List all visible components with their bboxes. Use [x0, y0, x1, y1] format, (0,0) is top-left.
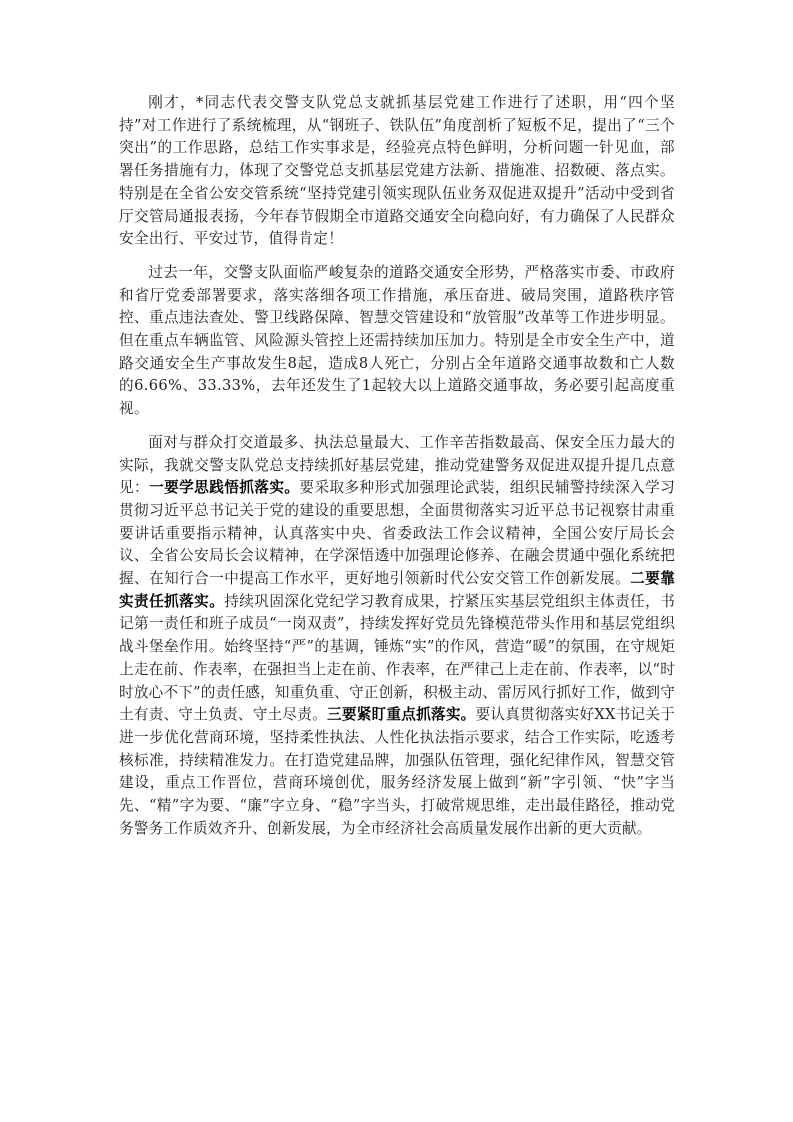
point-1-text: 要采取多种形式加强理论武装，组织民辅警持续深入学习贯彻习近平总书记关于党的建设的重要思想，全面贯彻落实习近平总书记视察甘肃重要讲话重要指示精神，认真落实中央、省委政法工作会议精神，全国公安厅局长会议、全省公安局长会议精神，在学深悟透中加强理论修养、在融会贯通中强化系统把握、在知行合一中提高工作水平，更好地引领新时代公安交管工作创新发展。: [119, 479, 675, 588]
paragraph-3: [119, 432, 675, 841]
paragraph-3-intro: 面对与群众打交道最多、执法总量最大、工作辛苦指数最高、保安全压力最大的实际，我就交警支队党总支持续抓好基层党建，推动党建警务双促进双提升提几点意见：: [119, 433, 675, 497]
point-2-heading: 二要靠实责任抓落实。: [119, 570, 675, 610]
point-3-heading: 三要紧盯重点抓落实。: [326, 706, 476, 724]
document-body: [119, 92, 675, 852]
point-1-heading: 一要学思践悟抓落实。: [149, 479, 300, 497]
paragraph-1: 刚才，*同志代表交警支队党总支就抓基层党建工作进行了述职，用“四个坚持”对工作进行了系统梳理，从“钢班子、铁队伍”角度剖析了短板不足，提出了“三个突出”的工作思路，总结工作实事求是，经验亮点特色鲜明，分析问题一针见血，部署任务措施有力，体现了交警党总支抓基层党建方法新、措施准、招数硬、落点实。特别是在全省公安交管系统“坚持党建引领实现队伍业务双促进双提升”活动中受到省厅交管局通报表扬，今年春节假期全市道路交通安全向稳向好，有力确保了人民群众安全出行、平安过节，值得肯定！: [119, 94, 675, 248]
paragraph-2: 过去一年，交警支队面临严峻复杂的道路交通安全形势，严格落实市委、市政府和省厅党委部署要求，落实落细各项工作措施，承压奋进、破局突围，道路秩序管控、重点违法查处、警卫线路保障、智慧交管建设和“放管服”改革等工作进步明显。但在重点车辆监管、风险源头管控上还需持续加压加力。特别是全市安全生产中，道路交通安全生产事故发生8起，造成8人死亡，分别占全年道路交通事故数和亡人数的6.66%、33.33%，去年还发生了1起较大以上道路交通事故，务必要引起高度重视。: [119, 263, 675, 418]
point-2-text: 持续巩固深化党纪学习教育成果，拧紧压实基层党组织主体责任，书记第一责任和班子成员“一岗双责”，持续发挥好党员先锋模范带头作用和基层党组织战斗堡垒作用。始终坚持“严”的基调，锤炼“实”的作风，营造“暖”的氛围，在守规矩上走在前、作表率，在强担当上走在前、作表率，在严律己上走在前、作表率，以“时时放心不下”的责任感，知重负重、守正创新，积极主动、雷厉风行抓好工作，做到守土有责、守土负责、守土尽责。: [119, 592, 675, 724]
point-3-text: 要认真贯彻落实好XX书记关于进一步优化营商环境，坚持柔性执法、人性化执法指示要求，结合工作实际，吃透考核标准，持续精准发力。在打造党建品牌，加强队伍管理，强化纪律作风，智慧交管建设，重点工作晋位，营商环境创优，服务经济发展上做到“新”字引领、“快”字当先、“精”字为要、“廉”字立身、“稳”字当头，打破常规思维，走出最佳路径，推动党务警务工作质效齐升、创新发展，为全市经济社会高质量发展作出新的更大贡献。: [119, 706, 675, 837]
